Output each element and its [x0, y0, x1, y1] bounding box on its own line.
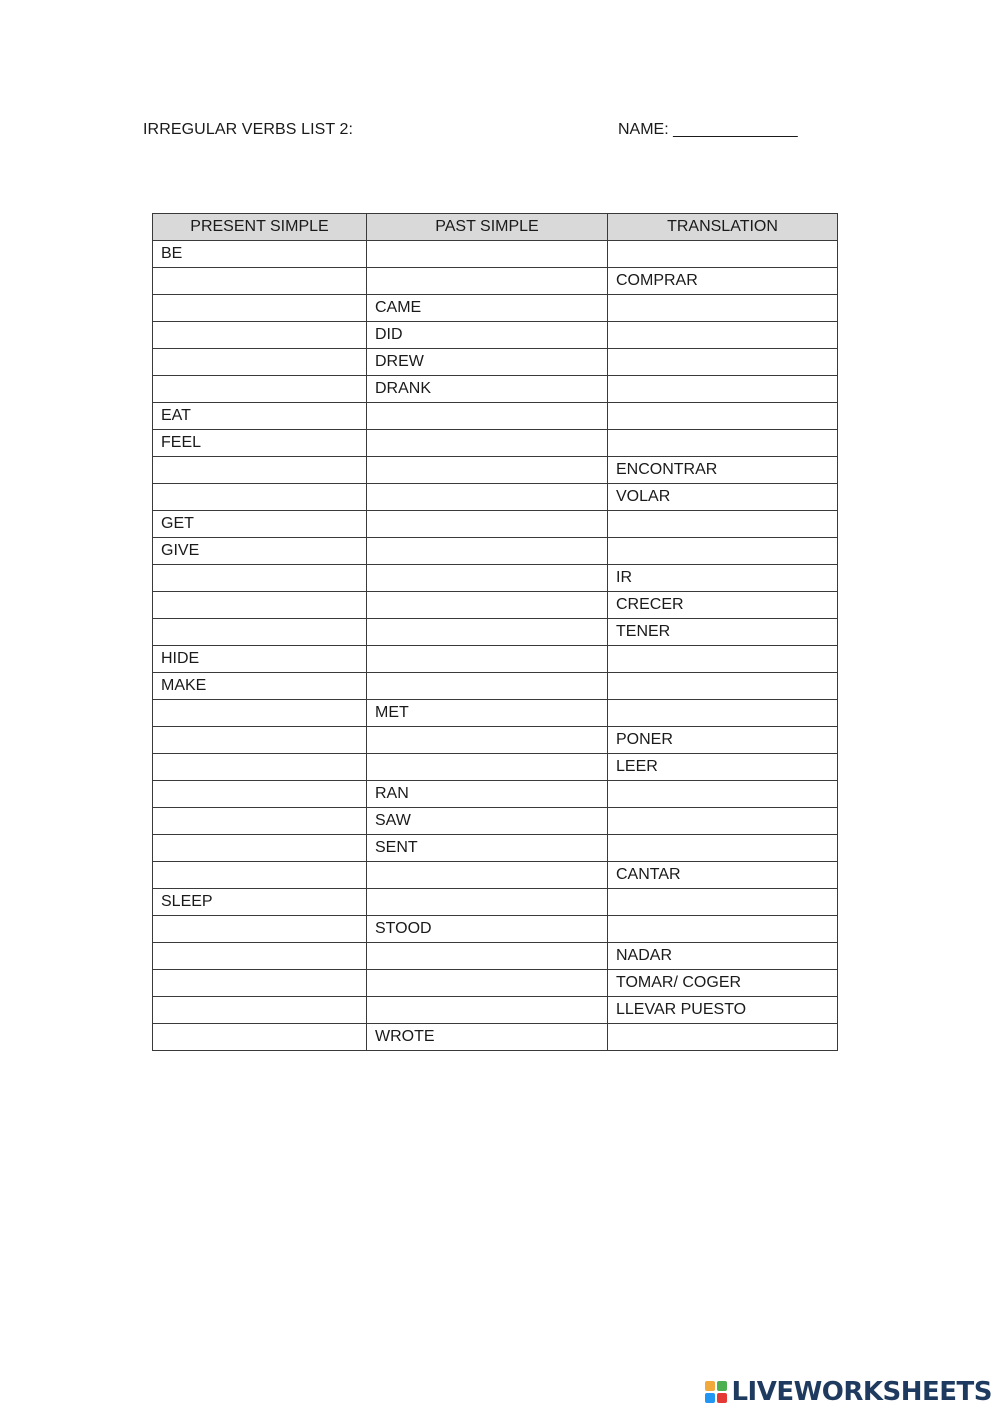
present-simple-cell[interactable] [153, 295, 367, 322]
past-simple-cell[interactable] [367, 619, 608, 646]
past-simple-cell[interactable] [367, 727, 608, 754]
column-header-past-simple: PAST SIMPLE [367, 214, 608, 241]
table-row [153, 484, 838, 511]
table-body [153, 241, 838, 1051]
translation-cell[interactable] [608, 781, 838, 808]
present-simple-cell[interactable]: GIVE [153, 538, 367, 565]
present-simple-cell[interactable] [153, 1024, 367, 1051]
past-simple-cell[interactable]: SAW [367, 808, 608, 835]
present-simple-cell[interactable] [153, 322, 367, 349]
past-simple-cell[interactable]: DREW [367, 349, 608, 376]
past-simple-cell[interactable] [367, 592, 608, 619]
table-header-row [153, 214, 838, 241]
translation-cell[interactable] [608, 241, 838, 268]
verbs-table [152, 213, 838, 1051]
translation-cell[interactable]: LEER [608, 754, 838, 781]
table-row [153, 727, 838, 754]
logo-square-3 [705, 1393, 715, 1403]
name-field-label: NAME: ______________ [618, 121, 798, 138]
past-simple-cell[interactable] [367, 673, 608, 700]
liveworksheets-logo [705, 1377, 992, 1407]
past-simple-cell[interactable] [367, 484, 608, 511]
past-simple-cell[interactable] [367, 241, 608, 268]
logo-square-4 [717, 1393, 727, 1403]
present-simple-cell[interactable] [153, 943, 367, 970]
past-simple-cell[interactable]: STOOD [367, 916, 608, 943]
translation-cell[interactable]: NADAR [608, 943, 838, 970]
present-simple-cell[interactable] [153, 808, 367, 835]
column-header-translation: TRANSLATION [608, 214, 838, 241]
past-simple-cell[interactable] [367, 754, 608, 781]
translation-cell[interactable]: CRECER [608, 592, 838, 619]
past-simple-cell[interactable] [367, 997, 608, 1024]
translation-cell[interactable]: IR [608, 565, 838, 592]
present-simple-cell[interactable] [153, 835, 367, 862]
table-row [153, 673, 838, 700]
table-row [153, 970, 838, 997]
present-simple-cell[interactable] [153, 916, 367, 943]
present-simple-cell[interactable] [153, 970, 367, 997]
table-row [153, 889, 838, 916]
table-row [153, 835, 838, 862]
table-row [153, 997, 838, 1024]
present-simple-cell[interactable] [153, 862, 367, 889]
translation-cell[interactable] [608, 835, 838, 862]
table-row [153, 538, 838, 565]
translation-cell[interactable] [608, 295, 838, 322]
logo-square-1 [705, 1381, 715, 1391]
present-simple-cell[interactable]: SLEEP [153, 889, 367, 916]
table-row [153, 295, 838, 322]
present-simple-cell[interactable] [153, 754, 367, 781]
table-row [153, 862, 838, 889]
present-simple-cell[interactable] [153, 781, 367, 808]
table-row [153, 646, 838, 673]
present-simple-cell[interactable] [153, 619, 367, 646]
table-row [153, 268, 838, 295]
past-simple-cell[interactable] [367, 430, 608, 457]
present-simple-cell[interactable] [153, 592, 367, 619]
present-simple-cell[interactable]: GET [153, 511, 367, 538]
table-row [153, 1024, 838, 1051]
present-simple-cell[interactable] [153, 268, 367, 295]
translation-cell[interactable] [608, 376, 838, 403]
present-simple-cell[interactable] [153, 727, 367, 754]
past-simple-cell[interactable] [367, 511, 608, 538]
translation-cell[interactable]: TENER [608, 619, 838, 646]
past-simple-cell[interactable]: RAN [367, 781, 608, 808]
present-simple-cell[interactable]: FEEL [153, 430, 367, 457]
present-simple-cell[interactable] [153, 565, 367, 592]
translation-cell[interactable] [608, 1024, 838, 1051]
past-simple-cell[interactable] [367, 565, 608, 592]
translation-cell[interactable] [608, 700, 838, 727]
translation-cell[interactable] [608, 349, 838, 376]
translation-cell[interactable] [608, 646, 838, 673]
table-row [153, 322, 838, 349]
translation-cell[interactable] [608, 808, 838, 835]
past-simple-cell[interactable] [367, 889, 608, 916]
translation-cell[interactable] [608, 538, 838, 565]
translation-cell[interactable] [608, 430, 838, 457]
past-simple-cell[interactable]: SENT [367, 835, 608, 862]
past-simple-cell[interactable] [367, 538, 608, 565]
table-row [153, 403, 838, 430]
logo-square-2 [717, 1381, 727, 1391]
translation-cell[interactable] [608, 889, 838, 916]
table-row [153, 241, 838, 268]
past-simple-cell[interactable]: DRANK [367, 376, 608, 403]
past-simple-cell[interactable]: WROTE [367, 1024, 608, 1051]
table-row [153, 700, 838, 727]
table-row [153, 376, 838, 403]
present-simple-cell[interactable] [153, 349, 367, 376]
present-simple-cell[interactable]: BE [153, 241, 367, 268]
past-simple-cell[interactable] [367, 403, 608, 430]
translation-cell[interactable] [608, 403, 838, 430]
translation-cell[interactable]: COMPRAR [608, 268, 838, 295]
column-header-present-simple: PRESENT SIMPLE [153, 214, 367, 241]
translation-cell[interactable] [608, 673, 838, 700]
past-simple-cell[interactable] [367, 646, 608, 673]
present-simple-cell[interactable]: EAT [153, 403, 367, 430]
past-simple-cell[interactable]: DID [367, 322, 608, 349]
table-row [153, 592, 838, 619]
table-row [153, 619, 838, 646]
present-simple-cell[interactable] [153, 457, 367, 484]
past-simple-cell[interactable] [367, 268, 608, 295]
past-simple-cell[interactable] [367, 862, 608, 889]
past-simple-cell[interactable] [367, 970, 608, 997]
present-simple-cell[interactable]: MAKE [153, 673, 367, 700]
past-simple-cell[interactable]: MET [367, 700, 608, 727]
past-simple-cell[interactable]: CAME [367, 295, 608, 322]
liveworksheets-logo-icon [705, 1381, 727, 1403]
table-row [153, 781, 838, 808]
translation-cell[interactable] [608, 511, 838, 538]
table-row [153, 430, 838, 457]
table-row [153, 565, 838, 592]
present-simple-cell[interactable] [153, 700, 367, 727]
table-row [153, 808, 838, 835]
present-simple-cell[interactable] [153, 997, 367, 1024]
past-simple-cell[interactable] [367, 457, 608, 484]
translation-cell[interactable]: VOLAR [608, 484, 838, 511]
worksheet-title: IRREGULAR VERBS LIST 2: [143, 121, 354, 138]
present-simple-cell[interactable] [153, 484, 367, 511]
translation-cell[interactable]: ENCONTRAR [608, 457, 838, 484]
translation-cell[interactable]: TOMAR/ COGER [608, 970, 838, 997]
translation-cell[interactable]: LLEVAR PUESTO [608, 997, 838, 1024]
table-row [153, 754, 838, 781]
present-simple-cell[interactable]: HIDE [153, 646, 367, 673]
logo-text: LIVEWORKSHEETS [731, 1377, 992, 1407]
table-row [153, 457, 838, 484]
past-simple-cell[interactable] [367, 943, 608, 970]
table-row [153, 511, 838, 538]
translation-cell[interactable]: CANTAR [608, 862, 838, 889]
translation-cell[interactable]: PONER [608, 727, 838, 754]
translation-cell[interactable] [608, 322, 838, 349]
table-row [153, 943, 838, 970]
table-row [153, 349, 838, 376]
translation-cell[interactable] [608, 916, 838, 943]
present-simple-cell[interactable] [153, 376, 367, 403]
table-row [153, 916, 838, 943]
